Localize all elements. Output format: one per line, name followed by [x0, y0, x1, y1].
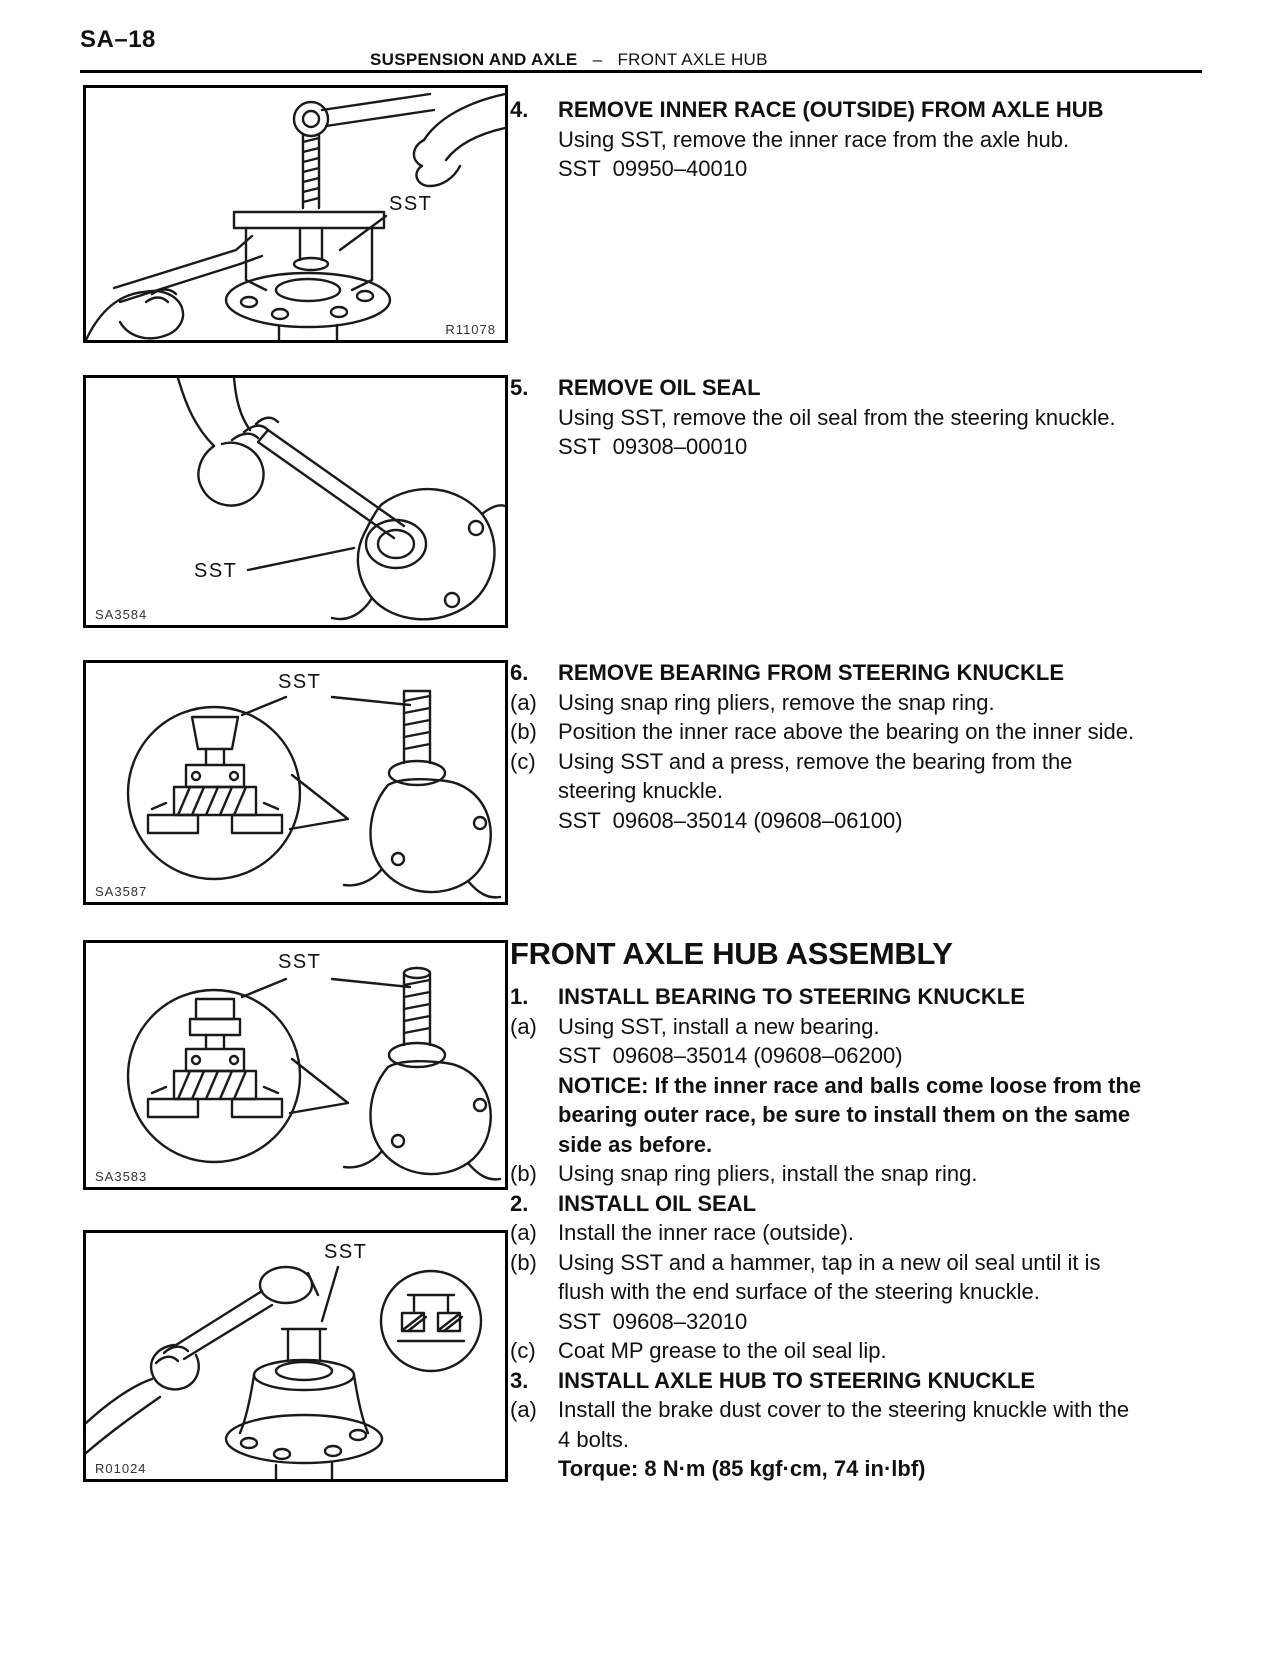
step-text: Torque: 8 N·m (85 kgf·cm, 74 in·lbf)	[558, 1456, 926, 1481]
instruction-step	[510, 1248, 1142, 1307]
sst-callout-label: SST	[194, 560, 238, 582]
section-heading	[510, 658, 1142, 688]
instruction-step	[510, 747, 1142, 806]
sst-number-line	[510, 432, 1142, 462]
step-text: Using SST and a hammer, tap in a new oil seal until it is flush with the end surface of the steering knuckle.	[558, 1249, 1107, 1304]
step-label: (a)	[510, 689, 537, 715]
step-text: Using SST and a press, remove the bearing from the steering knuckle.	[558, 748, 1079, 803]
sst-callout-label: SST	[324, 1241, 368, 1263]
sst-number-line	[510, 806, 1142, 836]
figure-code: R01024	[95, 1461, 147, 1476]
step-label: (c)	[510, 1338, 536, 1363]
section-heading	[510, 95, 1142, 125]
assembly-procedure	[510, 982, 1148, 1484]
torque-spec	[510, 1454, 1142, 1484]
header-rule	[80, 70, 1202, 73]
step-text: Using SST, install a new bearing.	[558, 1013, 880, 1039]
step-text: Using SST, remove the inner race from the axle hub.	[558, 126, 1070, 152]
section-heading	[510, 1366, 1142, 1396]
running-header	[370, 50, 768, 70]
section-title: REMOVE BEARING FROM STEERING KNUCKLE	[558, 660, 1065, 685]
section-number: 2.	[510, 1190, 529, 1216]
section-remove-inner-race	[510, 95, 1142, 184]
page-number: SA–18	[80, 26, 156, 53]
section-number: 3.	[510, 1367, 529, 1393]
figure-remove-oil-seal	[83, 375, 508, 628]
seal-puller-illustration	[86, 378, 505, 625]
step-label: (b)	[510, 719, 537, 744]
figure-code: R11078	[445, 322, 496, 337]
section-remove-bearing	[510, 658, 1142, 835]
header-separator: –	[592, 50, 603, 69]
sst-callout-label: SST	[278, 951, 322, 973]
assembly-heading: FRONT AXLE HUB ASSEMBLY	[510, 936, 953, 971]
step-text: Using snap ring pliers, install the snap ring.	[558, 1161, 978, 1186]
sst-number-line	[510, 154, 1142, 184]
instruction-step	[510, 1395, 1142, 1454]
section-heading	[510, 1189, 1142, 1219]
figure-code: SA3584	[95, 607, 148, 622]
step-text: SST 09308–00010	[558, 434, 748, 459]
section-remove-oil-seal	[510, 373, 1142, 462]
instruction-step	[510, 1159, 1142, 1189]
press-inset-illustration	[86, 943, 505, 1187]
step-label: (a)	[510, 1013, 537, 1039]
instruction-step	[510, 403, 1142, 433]
sst-callout-label: SST	[278, 671, 322, 693]
section-title: INSTALL OIL SEAL	[558, 1190, 757, 1216]
step-text: Position the inner race above the bearing on the inner side.	[558, 719, 1135, 744]
section-title: INSTALL AXLE HUB TO STEERING KNUCKLE	[558, 1367, 1036, 1393]
section-heading	[510, 982, 1142, 1012]
figure-install-oil-seal	[83, 1230, 508, 1482]
step-text: SST 09608–35014 (09608–06100)	[558, 807, 903, 833]
section-number: 5.	[510, 375, 529, 400]
section-number: 1.	[510, 984, 529, 1009]
sst-number-line	[510, 1041, 1142, 1071]
instruction-step	[510, 125, 1142, 155]
step-text: Using SST, remove the oil seal from the steering knuckle.	[558, 404, 1116, 430]
instruction-step	[510, 1012, 1142, 1042]
step-text: SST 09608–35014 (09608–06200)	[558, 1043, 903, 1068]
step-text: Coat MP grease to the oil seal lip.	[558, 1338, 887, 1363]
figure-remove-inner-race	[83, 85, 508, 343]
step-label: (c)	[510, 748, 536, 774]
step-text: Install the inner race (outside).	[558, 1220, 854, 1245]
puller-illustration	[86, 88, 505, 340]
press-inset-illustration	[86, 663, 505, 902]
sst-callout-label: SST	[389, 193, 433, 215]
instruction-step	[510, 717, 1142, 747]
instruction-step	[510, 1218, 1142, 1248]
section-heading	[510, 373, 1142, 403]
instruction-step	[510, 688, 1142, 718]
header-subsection: FRONT AXLE HUB	[617, 50, 768, 69]
instruction-step	[510, 1336, 1142, 1366]
section-title: REMOVE INNER RACE (OUTSIDE) FROM AXLE HUB	[558, 97, 1104, 122]
header-section: SUSPENSION AND AXLE	[370, 50, 578, 69]
figure-code: SA3587	[95, 884, 148, 899]
step-text: NOTICE: If the inner race and balls come loose from the bearing outer race, be sure to install them on the same side as before.	[558, 1072, 1148, 1157]
section-number: 4.	[510, 97, 529, 122]
step-label: (b)	[510, 1161, 537, 1186]
hammer-seal-illustration	[86, 1233, 505, 1479]
section-number: 6.	[510, 660, 529, 685]
step-text: Install the brake dust cover to the steering knuckle with the 4 bolts.	[558, 1397, 1136, 1452]
step-text: SST 09950–40010	[558, 156, 748, 181]
notice-text	[510, 1071, 1148, 1160]
step-label: (b)	[510, 1249, 537, 1275]
section-title: INSTALL BEARING TO STEERING KNUCKLE	[558, 984, 1025, 1009]
figure-remove-bearing	[83, 660, 508, 905]
step-label: (a)	[510, 1397, 537, 1422]
step-label: (a)	[510, 1220, 537, 1245]
sst-number-line	[510, 1307, 1142, 1337]
step-text: SST 09608–32010	[558, 1308, 748, 1334]
section-title: REMOVE OIL SEAL	[558, 375, 761, 400]
figure-code: SA3583	[95, 1169, 148, 1184]
figure-install-bearing	[83, 940, 508, 1190]
step-text: Using snap ring pliers, remove the snap ring.	[558, 689, 995, 715]
